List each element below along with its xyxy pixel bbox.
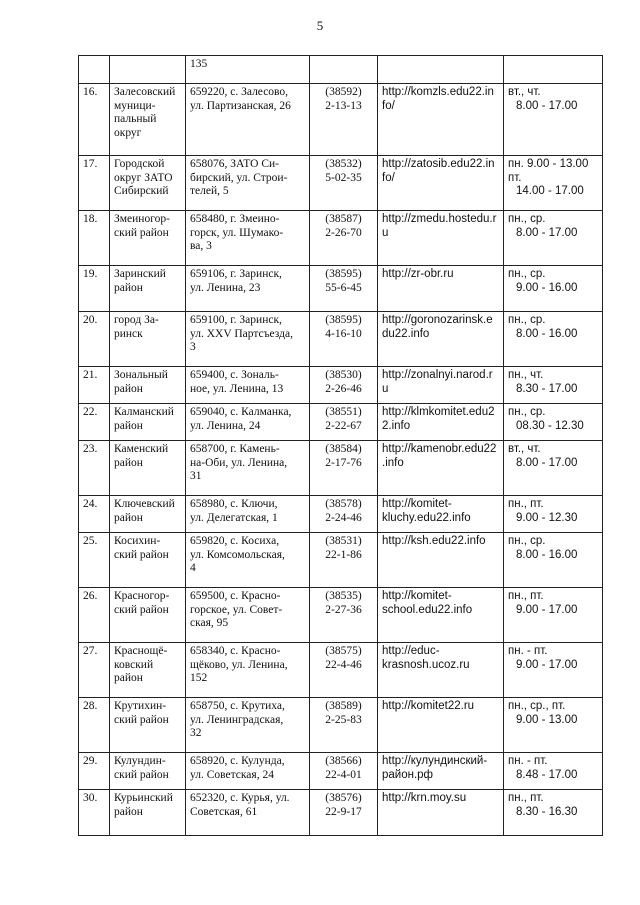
- cell-name-line: пальный: [114, 113, 157, 125]
- cell-address-line: ул. Ленина, 24: [190, 419, 261, 432]
- cell-name-line: Калманский: [114, 406, 174, 418]
- cell-phone-line: (38584): [325, 443, 362, 455]
- cell-name-line: Кулундин-: [114, 755, 166, 767]
- cell-address-line: ное, ул. Ленина, 13: [190, 382, 284, 395]
- cell-hours: [504, 753, 603, 790]
- cell-num: [79, 266, 110, 312]
- cell-url-line[interactable]: http://krn.moy.su: [382, 792, 467, 804]
- cell-phone-line: (38530): [325, 369, 362, 381]
- cell-num: [79, 533, 110, 588]
- cell-name: [110, 533, 186, 588]
- cell-hours: [504, 367, 603, 404]
- cell-name-line: Заринский: [114, 268, 166, 280]
- page-number: 5: [316, 18, 324, 33]
- cell-num-line: 16.: [83, 86, 98, 98]
- cell-name: [110, 84, 186, 156]
- cell-phone-line: (38595): [325, 314, 362, 326]
- cell-name-line: район: [114, 281, 143, 294]
- cell-address-line: 659400, с. Зональ-: [190, 369, 279, 381]
- cell-address-line: щёково, ул. Ленина,: [190, 658, 288, 671]
- cell-name-line: ринск: [114, 327, 143, 340]
- cell-hours-line: 9.00 - 17.00: [516, 603, 578, 616]
- cell-phone: [310, 588, 378, 643]
- cell-num-line: 19.: [83, 268, 98, 280]
- cell-name: [110, 312, 186, 367]
- cell-name-line: Сибирский: [114, 185, 169, 197]
- cell-name-line: район: [114, 805, 143, 818]
- cell-address-line: ул. Делегатская, 1: [190, 511, 278, 524]
- cell-hours-line: 9.00 - 13.00: [516, 713, 578, 726]
- cell-hours-line: вт., чт.: [508, 86, 541, 98]
- cell-phone-line: (38595): [325, 268, 362, 280]
- cell-phone-line: (38587): [325, 213, 362, 225]
- cell-url[interactable]: [378, 211, 504, 266]
- cell-name-line: Каменский: [114, 443, 169, 455]
- cell-name-line: район: [114, 382, 143, 395]
- cell-address-line: 659500, с. Красно-: [190, 590, 281, 602]
- cell-phone: [310, 698, 378, 753]
- cell-address-line: 152: [190, 672, 208, 684]
- cell-phone-line: (38551): [325, 406, 362, 418]
- cell-phone-line: 22-4-46: [325, 658, 362, 671]
- cell-hours-line: пн., пт.: [508, 498, 544, 510]
- cell-hours-line: пн., пт.: [508, 590, 544, 602]
- cell-num: [79, 367, 110, 404]
- cell-phone-line: 22-9-17: [325, 805, 362, 818]
- cell-hours-line: пн., ср.: [508, 268, 546, 280]
- cell-address: [186, 496, 310, 533]
- cell-address-line: 658980, с. Ключи,: [190, 498, 278, 510]
- cell-num: [79, 312, 110, 367]
- cell-url[interactable]: [378, 643, 504, 698]
- cell-hours-line: 8.30 - 17.00: [516, 382, 578, 395]
- cell-phone-line: (38592): [325, 86, 362, 98]
- cell-phone-line: (38578): [325, 498, 362, 510]
- cell-name: [110, 266, 186, 312]
- cell-url[interactable]: [378, 312, 504, 367]
- table-row: [79, 698, 603, 753]
- cell-hours-line: 8.48 - 17.00: [516, 768, 578, 781]
- cell-phone: [310, 211, 378, 266]
- cell-address-line: телей, 5: [190, 185, 229, 197]
- cell-phone: [310, 56, 378, 84]
- cell-name-line: Красногор-: [114, 590, 170, 602]
- cell-address: [186, 211, 310, 266]
- cell-hours-line: 8.00 - 16.00: [516, 548, 578, 561]
- cell-name: [110, 790, 186, 836]
- cell-name-line: район: [114, 511, 143, 524]
- cell-name-line: ковский: [114, 658, 154, 671]
- cell-num-line: 21.: [83, 369, 98, 381]
- cell-num-line: 18.: [83, 213, 98, 225]
- cell-hours-line: 9.00 - 16.00: [516, 281, 578, 294]
- cell-name-line: Ключевский: [114, 498, 175, 510]
- cell-phone: [310, 496, 378, 533]
- cell-num-line: 24.: [83, 498, 98, 510]
- cell-address-line: 658700, г. Камень-: [190, 443, 280, 455]
- cell-name-line: ский район: [114, 768, 169, 781]
- cell-name: [110, 404, 186, 441]
- cell-phone-line: 22-1-86: [325, 548, 362, 561]
- cell-address-line: 658750, с. Крутиха,: [190, 700, 285, 712]
- cell-address-line: 658340, с. Красно-: [190, 645, 281, 657]
- table-row: [79, 404, 603, 441]
- cell-name-line: Зональный: [114, 369, 168, 381]
- cell-hours-line: вт., чт.: [508, 443, 541, 455]
- table-row: [79, 367, 603, 404]
- cell-address-line: 659106, г. Заринск,: [190, 268, 282, 280]
- cell-name-line: муници-: [114, 99, 156, 112]
- cell-url-line[interactable]: kluchy.edu22.info: [382, 511, 471, 524]
- cell-hours-line: пн., ср.: [508, 213, 546, 225]
- cell-hours: [504, 56, 603, 84]
- cell-name: [110, 588, 186, 643]
- cell-hours-line: 08.30 - 12.30: [516, 419, 584, 432]
- cell-hours: [504, 84, 603, 156]
- cell-name-line: город За-: [114, 314, 159, 326]
- cell-name-line: округ: [114, 126, 142, 139]
- cell-hours: [504, 156, 603, 211]
- cell-address-line: ул. Партизанская, 26: [190, 99, 291, 112]
- cell-hours: [504, 211, 603, 266]
- cell-num: [79, 441, 110, 496]
- cell-hours-line: 8.00 - 17.00: [516, 99, 578, 112]
- cell-name: [110, 211, 186, 266]
- cell-phone-line: 2-24-46: [325, 511, 362, 524]
- cell-hours: [504, 698, 603, 753]
- cell-address: [186, 312, 310, 367]
- cell-num-line: 22.: [83, 406, 98, 418]
- cell-phone-line: (38589): [325, 700, 362, 712]
- cell-url-line[interactable]: fo/: [382, 171, 395, 184]
- cell-num: [79, 790, 110, 836]
- cell-address-line: 658920, с. Кулунда,: [190, 755, 285, 767]
- cell-address: [186, 790, 310, 836]
- cell-hours: [504, 588, 603, 643]
- cell-name-line: район: [114, 672, 143, 684]
- cell-url: [378, 56, 504, 84]
- cell-phone: [310, 404, 378, 441]
- cell-address: [186, 533, 310, 588]
- cell-address-line: ва, 3: [190, 240, 212, 252]
- cell-address-line: 658480, г. Змеино-: [190, 213, 280, 225]
- cell-url-line[interactable]: http://zmedu.hostedu.ru: [382, 213, 497, 239]
- cell-url-line[interactable]: du22.info: [382, 327, 430, 340]
- cell-hours-line: 8.00 - 17.00: [516, 226, 578, 239]
- cell-url[interactable]: [378, 84, 504, 156]
- cell-address-line: горск, ул. Шумако-: [190, 226, 284, 239]
- cell-address-line: 658076, ЗАТО Си-: [190, 158, 280, 170]
- cell-num: [79, 211, 110, 266]
- cell-address: [186, 367, 310, 404]
- cell-name: [110, 753, 186, 790]
- cell-phone-line: 2-22-67: [325, 419, 362, 432]
- cell-num-line: 30.: [83, 792, 98, 804]
- cell-url[interactable]: [378, 698, 504, 753]
- cell-url[interactable]: [378, 441, 504, 496]
- cell-hours-line: 14.00 - 17.00: [516, 185, 584, 197]
- cell-address-line: 659220, с. Залесово,: [190, 86, 289, 98]
- cell-num-line: 25.: [83, 535, 98, 547]
- cell-address: 135: [186, 56, 310, 84]
- cell-name: [110, 56, 186, 84]
- cell-name: [110, 156, 186, 211]
- cell-name-line: район: [114, 456, 143, 469]
- cell-address-line: 652320, с. Курья, ул.: [190, 792, 290, 804]
- cell-url[interactable]: [378, 496, 504, 533]
- cell-phone-line: (38576): [325, 792, 362, 804]
- cell-url-line[interactable]: krasnosh.ucoz.ru: [382, 658, 470, 671]
- cell-url-line[interactable]: http://zonalnyi.narod.r: [382, 369, 493, 381]
- cell-hours-line: 8.30 - 16.30: [516, 805, 578, 818]
- cell-url-line[interactable]: http://komitet-: [382, 498, 452, 510]
- cell-address-line: Советская, 61: [190, 805, 258, 818]
- cell-name-line: Курьинский: [114, 792, 173, 804]
- cell-phone: [310, 533, 378, 588]
- cell-address-line: ул. XXV Партсъезда,: [190, 327, 293, 340]
- table-row: [79, 496, 603, 533]
- cell-name: [110, 441, 186, 496]
- cell-url[interactable]: [378, 404, 504, 441]
- cell-phone: [310, 266, 378, 312]
- cell-url[interactable]: [378, 533, 504, 588]
- cell-address-line: ул. Советская, 24: [190, 768, 274, 781]
- cell-hours-line: пн., пт.: [508, 792, 544, 804]
- cell-phone-line: (38535): [325, 590, 362, 602]
- cell-name-line: Змеиногор-: [114, 213, 170, 225]
- cell-phone: [310, 441, 378, 496]
- cell-address: [186, 753, 310, 790]
- table-row: [79, 588, 603, 643]
- cell-num-line: 28.: [83, 700, 98, 712]
- table-row: [79, 533, 603, 588]
- cell-name-line: ский район: [114, 603, 169, 616]
- cell-url[interactable]: [378, 156, 504, 211]
- cell-url-line[interactable]: http://komitet22.ru: [382, 700, 475, 712]
- cell-url-line[interactable]: http://ksh.edu22.info: [382, 535, 486, 547]
- table-row: [79, 84, 603, 156]
- cell-num-line: 20.: [83, 314, 98, 326]
- cell-address-line: 4: [190, 562, 196, 574]
- cell-hours-line: пт.: [508, 171, 522, 184]
- cell-num-line: 26.: [83, 590, 98, 602]
- cell-url-line[interactable]: 2.info: [382, 419, 411, 432]
- cell-url-line[interactable]: http://zatosib.edu22.in: [382, 158, 495, 170]
- cell-hours-line: пн. 9.00 - 13.00: [508, 158, 589, 170]
- cell-phone-line: (38531): [325, 535, 362, 547]
- cell-address: [186, 588, 310, 643]
- cell-address-line: 3: [190, 341, 196, 353]
- cell-address: [186, 266, 310, 312]
- cell-phone: [310, 790, 378, 836]
- cell-name: [110, 367, 186, 404]
- cell-phone-line: 2-13-13: [325, 99, 362, 112]
- cell-phone: [310, 643, 378, 698]
- cell-hours: [504, 404, 603, 441]
- cell-hours: [504, 496, 603, 533]
- cell-name: [110, 496, 186, 533]
- cell-name-line: Косихин-: [114, 535, 161, 547]
- table-row: [79, 643, 603, 698]
- cell-address-line: бирский, ул. Строи-: [190, 171, 288, 184]
- cell-url[interactable]: [378, 753, 504, 790]
- agencies-table: [78, 55, 603, 836]
- cell-num: [79, 753, 110, 790]
- table-row: [79, 753, 603, 790]
- cell-url-line[interactable]: http://komzls.edu22.in: [382, 86, 494, 98]
- cell-name-line: Крутихин-: [114, 700, 167, 712]
- cell-phone: [310, 156, 378, 211]
- cell-name-line: ский район: [114, 713, 169, 726]
- cell-name-line: Городской: [114, 158, 165, 170]
- cell-url-line[interactable]: http://educ-: [382, 645, 440, 657]
- cell-address-line: 32: [190, 727, 202, 739]
- cell-phone-line: 55-6-45: [325, 281, 362, 294]
- cell-num: [79, 84, 110, 156]
- cell-num-line: 17.: [83, 158, 98, 170]
- table-row: [79, 156, 603, 211]
- cell-phone-line: 2-26-70: [325, 226, 362, 239]
- cell-address-line: 659820, с. Косиха,: [190, 535, 280, 547]
- cell-url-line[interactable]: http://zr-obr.ru: [382, 268, 454, 280]
- cell-address: [186, 698, 310, 753]
- cell-name-line: район: [114, 419, 143, 432]
- cell-url-line[interactable]: http://кулундинский-: [382, 755, 488, 767]
- cell-hours-line: пн., ср.: [508, 406, 546, 418]
- cell-num: [79, 56, 110, 84]
- cell-hours: [504, 312, 603, 367]
- cell-num: [79, 404, 110, 441]
- cell-hours-line: пн., чт.: [508, 369, 544, 381]
- cell-num: [79, 643, 110, 698]
- cell-address-line: 659100, г. Заринск,: [190, 314, 282, 326]
- cell-address-line: 659040, с. Калманка,: [190, 406, 292, 418]
- cell-phone-line: 5-02-35: [325, 171, 362, 184]
- cell-name-line: Залесовский: [114, 86, 176, 98]
- cell-address: [186, 643, 310, 698]
- cell-url-line[interactable]: http://goronozarinsk.e: [382, 314, 493, 326]
- cell-phone-line: 2-25-83: [325, 713, 362, 726]
- cell-address-line: ул. Комсомольская,: [190, 548, 285, 561]
- cell-phone: [310, 312, 378, 367]
- cell-name-line: ский район: [114, 226, 169, 239]
- cell-hours: [504, 533, 603, 588]
- table-row-continuation: [79, 56, 603, 84]
- cell-hours-line: пн. - пт.: [508, 755, 548, 767]
- table-body: [79, 56, 603, 836]
- cell-hours-line: пн., ср., пт.: [508, 700, 566, 712]
- cell-name-line: округ ЗАТО: [114, 171, 173, 184]
- cell-address-line: 31: [190, 470, 202, 482]
- cell-name: [110, 698, 186, 753]
- cell-num-line: 29.: [83, 755, 98, 767]
- cell-phone-line: (38575): [325, 645, 362, 657]
- cell-url-line[interactable]: район.рф: [382, 768, 434, 781]
- cell-address-line: горское, ул. Совет-: [190, 603, 283, 616]
- cell-phone-line: 2-27-36: [325, 603, 362, 616]
- cell-address: [186, 404, 310, 441]
- cell-address: [186, 441, 310, 496]
- table-row: [79, 790, 603, 836]
- cell-hours-line: 9.00 - 17.00: [516, 658, 578, 671]
- cell-num: [79, 698, 110, 753]
- cell-name-line: ский район: [114, 548, 169, 561]
- cell-url[interactable]: [378, 266, 504, 312]
- cell-phone-line: 22-4-01: [325, 768, 362, 781]
- cell-num-line: 23.: [83, 443, 98, 455]
- table-row: [79, 441, 603, 496]
- cell-url-line[interactable]: http://komitet-: [382, 590, 452, 602]
- table-row: [79, 312, 603, 367]
- cell-num: [79, 588, 110, 643]
- cell-num-line: 27.: [83, 645, 98, 657]
- cell-phone: [310, 753, 378, 790]
- cell-address-line: ул. Ленина, 23: [190, 281, 261, 294]
- cell-hours-line: пн., ср.: [508, 314, 546, 326]
- table-row: [79, 211, 603, 266]
- cell-url-line[interactable]: http://klmkomitet.edu2: [382, 406, 495, 418]
- cell-num: [79, 156, 110, 211]
- cell-url[interactable]: [378, 367, 504, 404]
- cell-phone-line: 4-16-10: [325, 327, 362, 340]
- cell-address-line: ская, 95: [190, 617, 229, 629]
- cell-hours: [504, 790, 603, 836]
- cell-hours-line: 8.00 - 16.00: [516, 327, 578, 340]
- cell-hours: [504, 643, 603, 698]
- cell-url-line[interactable]: http://kamenobr.edu22: [382, 443, 497, 455]
- cell-num: [79, 496, 110, 533]
- cell-address: [186, 84, 310, 156]
- cell-hours-line: 8.00 - 17.00: [516, 456, 578, 469]
- cell-phone-line: (38532): [325, 158, 362, 170]
- table-row: [79, 266, 603, 312]
- cell-address: [186, 156, 310, 211]
- cell-name-line: Краснощё-: [114, 645, 168, 657]
- cell-hours: [504, 441, 603, 496]
- cell-hours: [504, 266, 603, 312]
- cell-hours-line: пн. - пт.: [508, 645, 548, 657]
- cell-address-line: на-Оби, ул. Ленина,: [190, 456, 288, 469]
- cell-phone-line: 2-26-46: [325, 382, 362, 395]
- cell-phone-line: 2-17-76: [325, 456, 362, 469]
- cell-address-line: ул. Ленинградская,: [190, 713, 284, 726]
- cell-url-line[interactable]: fo/: [382, 99, 395, 112]
- cell-url-line[interactable]: .info: [382, 456, 404, 469]
- cell-hours-line: 9.00 - 12.30: [516, 511, 578, 524]
- cell-phone-line: (38566): [325, 755, 362, 767]
- cell-name: [110, 643, 186, 698]
- cell-url[interactable]: [378, 790, 504, 836]
- cell-phone: [310, 367, 378, 404]
- cell-url[interactable]: [378, 588, 504, 643]
- cell-url-line[interactable]: u: [382, 382, 389, 395]
- cell-phone: [310, 84, 378, 156]
- cell-url-line[interactable]: school.edu22.info: [382, 603, 473, 616]
- cell-hours-line: пн., ср.: [508, 535, 546, 547]
